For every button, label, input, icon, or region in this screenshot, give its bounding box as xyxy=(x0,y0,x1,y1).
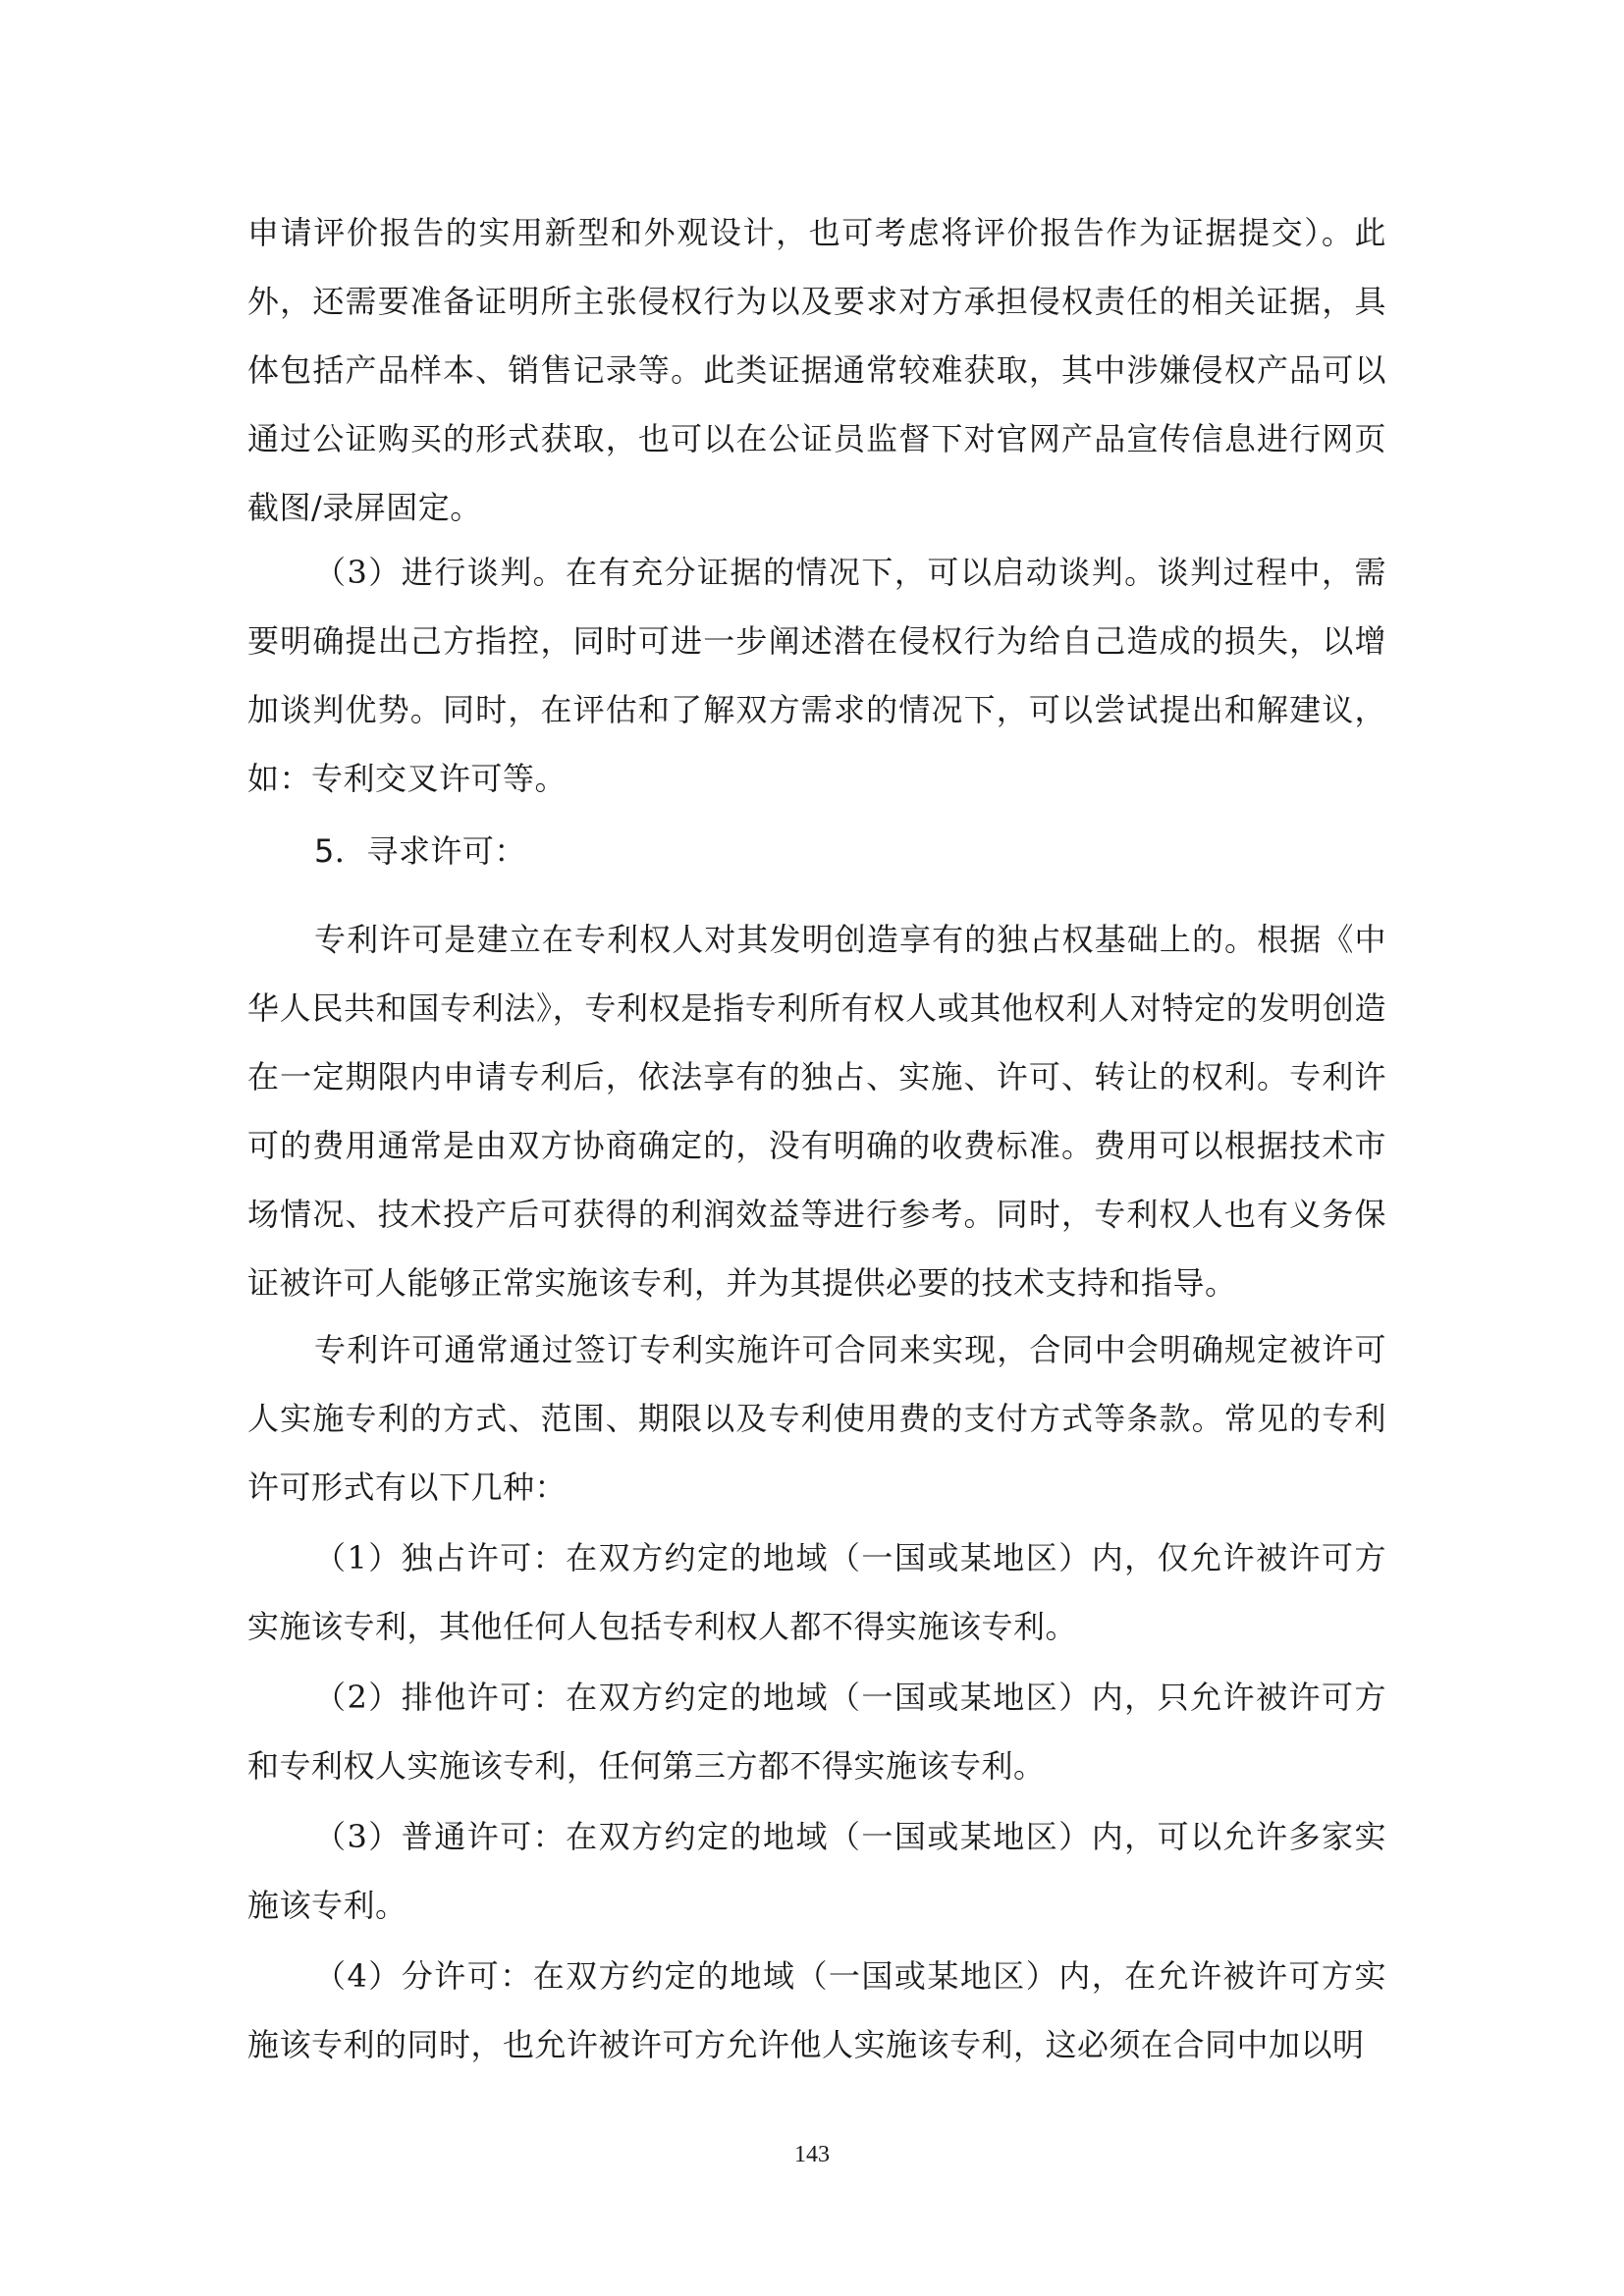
paragraph-license-definition: 专利许可是建立在专利权人对其发明创造享有的独占权基础上的。根据《中华人民共和国专利法》，专利权是指专利所有权人或其他权利人对特定的发明创造在一定期限内申请专利后，依法享有的独占、实施、许可、转让的权利。专利许可的费用通常是由双方协商确定的，没有明确的收费标准。费用可以根据技术市场情况、技术投产后可获得的利润效益等进行参考。同时，专利权人也有义务保证被许可人能够正常实施该专利，并为其提供必要的技术支持和指导。 xyxy=(247,921,1386,1302)
section-heading-seek-license: 5．寻求许可： xyxy=(314,832,526,870)
list-item-sole-license: （2）排他许可：在双方约定的地域（一国或某地区）内，只允许被许可方和专利权人实施该专利，任何第三方都不得实施该专利。 xyxy=(247,1679,1386,1785)
paragraph-evidence-continuation: 申请评价报告的实用新型和外观设计，也可考虑将评价报告作为证据提交）。此外，还需要准备证明所主张侵权行为以及要求对方承担侵权责任的相关证据，具体包括产品样本、销售记录等。此类证据通常较难获取，其中涉嫌侵权产品可以通过公证购买的形式获取，也可以在公证员监督下对官网产品宣传信息进行网页截图/录屏固定。 xyxy=(247,214,1386,526)
list-item-sub-license: （4）分许可：在双方约定的地域（一国或某地区）内，在允许被许可方实施该专利的同时，也允许被许可方允许他人实施该专利，这必须在合同中加以明 xyxy=(247,1957,1386,2063)
list-item-exclusive-license: （1）独占许可：在双方约定的地域（一国或某地区）内，仅允许被许可方实施该专利，其他任何人包括专利权人都不得实施该专利。 xyxy=(247,1539,1386,1645)
paragraph-license-contract: 专利许可通常通过签订专利实施许可合同来实现，合同中会明确规定被许可人实施专利的方式、范围、期限以及专利使用费的支付方式等条款。常见的专利许可形式有以下几种： xyxy=(247,1331,1386,1506)
page-number: 143 xyxy=(794,2142,830,2167)
list-item-ordinary-license: （3）普通许可：在双方约定的地域（一国或某地区）内，可以允许多家实施该专利。 xyxy=(247,1818,1386,1924)
paragraph-negotiation: （3）进行谈判。在有充分证据的情况下，可以启动谈判。谈判过程中，需要明确提出己方指控，同时可进一步阐述潜在侵权行为给自己造成的损失，以增加谈判优势。同时，在评估和了解双方需求的情况下，可以尝试提出和解建议，如：专利交叉许可等。 xyxy=(247,554,1386,797)
